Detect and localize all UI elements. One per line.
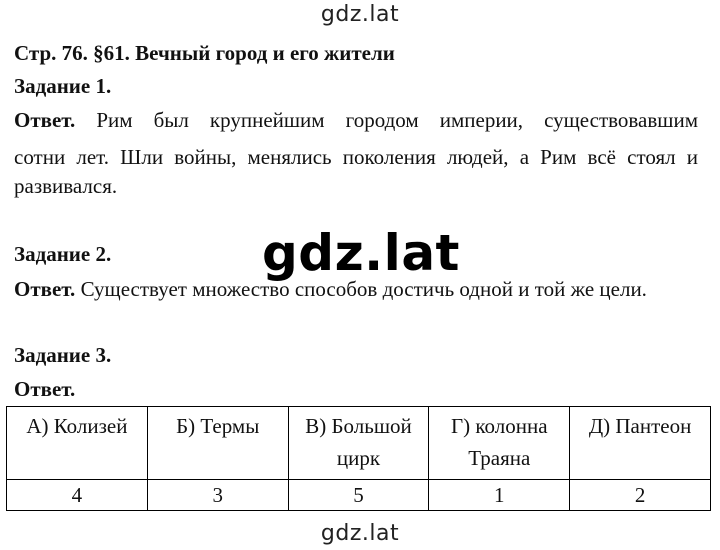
table-header-row: [7, 407, 711, 480]
table-header-cell: Б) Термы: [147, 407, 288, 480]
watermark-center: gdz.lat: [262, 224, 460, 282]
task-1-answer-label: Ответ.: [14, 108, 76, 132]
page-title: Стр. 76. §61. Вечный город и его жители: [14, 41, 395, 65]
table-header-cell: А) Колизей: [7, 407, 148, 480]
table-header-cell: Д) Пантеон: [570, 407, 711, 480]
table-header-cell: В) Большой цирк: [288, 407, 429, 480]
table-value-cell: 3: [147, 480, 288, 511]
table-value-row: [7, 480, 711, 511]
task-2-answer-text: Существует множество способов достичь одной и той же цели.: [80, 277, 647, 301]
task-1-answer-line-3: развивался.: [14, 174, 118, 198]
table-header-cell: Г) колонна Траяна: [429, 407, 570, 480]
watermark-top: gdz.lat: [320, 2, 400, 27]
task-1-label: Задание 1.: [14, 74, 112, 98]
task-2-answer-label: Ответ.: [14, 277, 76, 301]
table-value-cell: 4: [7, 480, 148, 511]
table-value-cell: 1: [429, 480, 570, 511]
task-1-answer-line-2: сотни лет. Шли войны, менялись поколения людей, а Рим всё стоял и: [14, 145, 698, 169]
task-1-answer-text-1: Рим был крупнейшим городом империи, существовавшим: [96, 108, 698, 132]
answer-table: [6, 406, 711, 511]
task-1-answer-line-1: [14, 106, 698, 134]
task-3-answer-label: Ответ.: [14, 377, 76, 401]
task-3-label: Задание 3.: [14, 343, 112, 367]
table-value-cell: 5: [288, 480, 429, 511]
watermark-bottom: gdz.lat: [320, 521, 400, 546]
task-2-label: Задание 2.: [14, 242, 112, 266]
table-value-cell: 2: [570, 480, 711, 511]
